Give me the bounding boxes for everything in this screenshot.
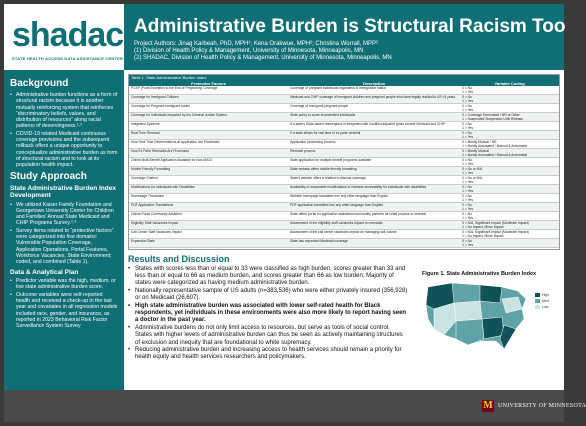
cell-description: State's website offers a chatbot to discuss coverage (288, 176, 460, 185)
cell-protective-factor: Real Time Renewal (129, 131, 288, 140)
table-row (129, 185, 559, 194)
cell-coding: 0 = No 1 = Yes (460, 239, 559, 248)
figure-map (422, 271, 560, 383)
legend-item-low: Low (535, 305, 549, 309)
cell-protective-factor: Coverage for Pregnant Immigrant Adults (129, 104, 288, 113)
cell-protective-factor: Coverage Chatbot (129, 176, 288, 185)
cell-coding: 0 = Mostly Manual / NR 1 = Mostly Automated / Manual & Automated (460, 140, 559, 149)
legend-swatch (535, 305, 540, 309)
cell-description: State has expanded Medicaid coverage (288, 239, 460, 248)
cell-description: Application processing process (288, 140, 460, 149)
data-list (10, 278, 118, 329)
table-row (129, 221, 559, 230)
cell-coding: 0 = Coverage Terminated / NR or Other 1 = Suspended Suspension Until Release (460, 113, 559, 122)
list-item: • Nationally representative sample of US adults (n=383,536) who were either privately insured (356,928) or on Medicaid (26,607). (128, 288, 408, 302)
cell-coding: 0 = No or N/A 1 = Yes (460, 176, 559, 185)
study-heading: Study Approach (10, 170, 87, 182)
shadac-logo (4, 4, 124, 70)
cell-description: PDF application translates into any other language than English (288, 203, 460, 212)
table-body (129, 86, 559, 248)
cell-protective-factor: Call Center Staff Vacancies Impact (129, 230, 288, 239)
cell-protective-factor: Online Portal Community Assisters (129, 212, 288, 221)
affiliation-1: (1) Division of Health Policy & Management, University of Minnesota, Minneapolis, MN (134, 48, 364, 55)
list-item: • States with scores less than or equal to 33 were classified as high burden, scores greater than 33 and less than or equal to 66 as medium burden, and scores greater than 66 as low burden; Majority of states were categorized as having medium administrative burden. (128, 266, 408, 288)
table-row (129, 86, 559, 95)
cell-protective-factor: PDF Application Translations (129, 203, 288, 212)
burden-index-table (128, 74, 560, 250)
background-list (10, 92, 118, 169)
cell-description: Coverage of pregnant individuals regardless of immigration status (288, 86, 460, 95)
table-row (129, 95, 559, 104)
table-row (129, 140, 559, 149)
list-item: • We utilized Kaiser Family Foundation and Georgetown University Center for Children and Families' Annual State Medicaid and CHIP Programs Survey.³˒⁴ (10, 202, 118, 227)
cell-coding: 0 = No 1 = Yes (460, 131, 559, 140)
table-row (129, 167, 559, 176)
table-row (129, 131, 559, 140)
cell-description: State offers portal for application assistance/community partners for initial process or renewal (288, 212, 460, 221)
poster-title: Administrative Burden is Structural Racism Too (134, 16, 566, 37)
list-item: • Outcome variables were self-reported health and received a check-up in the last year and covariates in all regression models included race, gender, and insurance, as reported in 2023 Behavioral Risk Factor Surveillance System Survey (10, 292, 118, 330)
cell-coding: 0 = N/A, Significant Impact (Moderate Impact) 1 = No Impact, Minor Impact (460, 230, 559, 239)
table-row (129, 176, 559, 185)
cell-coding: 0 = No 1 = Yes (460, 185, 559, 194)
cell-protective-factor: Expansion State (129, 239, 288, 248)
list-item: • Reducing administrative burden and increasing access to health services should remain a priority for health equity and health services researchers and policymakers. (128, 347, 408, 361)
cell-description: State website offers mobile friendly formatting (288, 167, 460, 176)
column-header-coding: Variable Coding (460, 81, 559, 86)
cell-description: Assessment of the call center vacancies impact on managing call volume (288, 230, 460, 239)
list-item: • Survey items related to “protective factors” were categorized into five domains: Vulnerable Population Coverage, Application Operations, Portal Features, Workforce Vacancies, State Environment; coded, and combined (Table 1). (10, 228, 118, 266)
cell-coding: 0 = Mostly Manual 1 = Mostly Automated / Manual & Automated (460, 149, 559, 158)
table-row (129, 113, 559, 122)
results-list (128, 266, 408, 362)
legend-item-med: Med (535, 299, 549, 303)
cell-coding: 0 = No 1 = Yes (460, 194, 559, 203)
cell-protective-factor: Mobile Friendly Formatting (129, 167, 288, 176)
cell-description: Availability of reasonable modifications to increase accessibility for individuals with disabilities (288, 185, 460, 194)
poster-footer (4, 390, 586, 422)
legend-swatch (535, 293, 540, 297)
cell-description: Medicaid and CHIP coverage of immigrant children and pregnant people who have legally resided in US <5 years (288, 95, 460, 104)
results-heading: Results and Discussion (128, 254, 230, 264)
university-name: UNIVERSITY OF MINNESOTA (498, 403, 586, 409)
left-column (4, 70, 124, 422)
cell-coding: 0 = No 1 = Yes (460, 95, 559, 104)
table-row (129, 239, 559, 248)
logo-tagline: STATE HEALTH ACCESS DATA ASSISTANCE CENTER (12, 56, 124, 61)
table-row (129, 212, 559, 221)
legend-swatch (535, 299, 540, 303)
cell-protective-factor: How Real Time Determinations at Application Are Processed (129, 140, 288, 149)
list-item: • Administrative burdens do not only limit access to resources, but serve as tools of social control. States with higher levels of administrative burden can thus be seen as actively maintaining structures of exclusion and inequity that are foundational to white supremacy. (128, 325, 408, 347)
cell-coding: 0 = No 1 = Yes (460, 212, 559, 221)
list-item: • Administrative burden functions as a form of structural racism because it is another mutually reinforcing system that reinforces “discriminatory beliefs, values, and distribution of resources” along racial patterns of deservingness.¹˒² (10, 92, 118, 130)
background-heading: Background (10, 78, 69, 89)
figure-title: Figure 1. State Administrative Burden Index (422, 271, 537, 277)
column-header-protective: Protective Factors (129, 81, 288, 86)
table-row (129, 122, 559, 131)
table (129, 81, 559, 248)
cell-protective-factor: Modifications for Individuals with Disabilities (129, 185, 288, 194)
cell-protective-factor: Eligibility Staff Vacancies Impact (129, 221, 288, 230)
map-legend (535, 293, 549, 311)
table-row (129, 158, 559, 167)
list-item: • Predictor variable was the high, medium, or low state administrative burden score. (10, 278, 118, 291)
umn-logo-icon: M (483, 400, 493, 411)
cell-coding: 0 = No or N/A 1 = Yes (460, 167, 559, 176)
cell-description: Renewal process (288, 149, 460, 158)
table-row (129, 194, 559, 203)
table-row (129, 149, 559, 158)
column-header-description: Description (288, 81, 460, 86)
cell-protective-factor: Coverage for Individuals Impacted by the Criminal Justice System (129, 113, 288, 122)
cell-coding: 0 = No 1 = Yes (460, 86, 559, 95)
table-title: Table 1. State Administrative Burden Index (129, 75, 559, 81)
list-item: • COVID-19 related Medicaid continuous coverage provisions and the subsequent rollback offers a unique opportunity to conceptualize administrative burden as form of structural racism and to look at its population health impact. (10, 131, 118, 169)
cell-description: If a state allows for real time or ex parte renewal (288, 131, 460, 140)
table-row (129, 104, 559, 113)
cell-protective-factor: Online Multi-Benefit Application Available for Non-MAGI (129, 158, 288, 167)
cell-description: Assessment of the eligibility staff vacancies impact on renewals (288, 221, 460, 230)
cell-description: If a state's State-based marketplace is integrated with modified adjusted gross income Medicaid and CHIP (288, 122, 460, 131)
cell-protective-factor: How Ex Parte Renewals Are Processed (129, 149, 288, 158)
index-heading: State Administrative Burden Index Development (10, 184, 116, 200)
legend-item-high: High (535, 293, 549, 297)
cell-coding: 0 = No 1 = Yes (460, 122, 559, 131)
cell-protective-factor: Coverage for Immigrant Children (129, 95, 288, 104)
table-row (129, 230, 559, 239)
cell-protective-factor: Homepage Translation (129, 194, 288, 203)
poster (4, 4, 586, 422)
cell-description: Coverage of immigrant pregnant people (288, 104, 460, 113)
cell-coding: 0 = No 1 = Yes (460, 158, 559, 167)
cell-protective-factor: PCEP (Point Exception to the End of Pregnancy) Coverage (129, 86, 288, 95)
cell-description: State application for multiple benefit programs available (288, 158, 460, 167)
table-row (129, 203, 559, 212)
list-item: • High state administrative burden was associated with lower self-rated health for Black respondents, yet individuals in these environments were also more likely to report having seen a doctor in the past year. (128, 303, 408, 325)
cell-description: Website homepage translates into any other language than English (288, 194, 460, 203)
cell-coding: 0 = No 1 = Yes (460, 203, 559, 212)
cell-coding: 0 = No 1 = Yes (460, 104, 559, 113)
index-list (10, 202, 118, 266)
authors-block (134, 41, 392, 63)
cell-protective-factor: Integrated Systems (129, 122, 288, 131)
data-heading: Data & Analytical Plan (10, 268, 79, 276)
poster-header (4, 4, 564, 70)
affiliation-2: (2) SHADAC, Division of Health Policy & Management, University of Minnesota, Minneapolis, MN (134, 55, 392, 62)
us-map-icon (422, 279, 534, 353)
cell-coding: 0 = N/A, Significant Impact (Moderate Impact) 1 = No Impact, Minor Impact (460, 221, 559, 230)
logo-word: shadac (12, 16, 124, 54)
cell-description: State policy to cover incarcerated individuals (288, 113, 460, 122)
authors-line: Project Authors: Jinag Karbeah, PhD, MPH¹; Kena Orakwue, MPH²; Christina Worrall, MPP² (134, 41, 378, 47)
